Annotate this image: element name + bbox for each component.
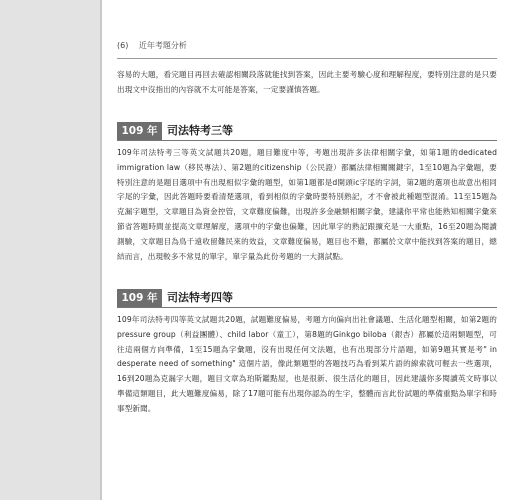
section-heading-sancheng bbox=[117, 122, 497, 140]
section-rule bbox=[117, 307, 497, 308]
year-tag: 109 年 bbox=[117, 289, 162, 307]
header-rule bbox=[117, 58, 497, 59]
year-tag: 109 年 bbox=[117, 122, 162, 140]
section-title: 司法特考四等 bbox=[167, 291, 233, 304]
running-header bbox=[117, 40, 497, 52]
section-title: 司法特考三等 bbox=[167, 124, 233, 137]
section-heading-sideng bbox=[117, 289, 497, 307]
section-body-sancheng: 109年司法特考三等英文試題共20題，題目難度中等，考題出現許多法律相關字彙，如第1題的dedicated immigration law（移民專法）、第2題的citizenship（公民證）都屬法律相關關鍵字，1至10題為字彙題，要特別注意的是題目選項中有出現相似字彙的題型，如第1題都是d開頭ic字尾的字詞，第2題的選項也故意出相同字尾的字彙，因此答題時要看清楚選項，看到相似的字彙時要特別熟記，才不會被此種題型混淆。11至15題為克漏字題型，文章題目為資金控管，文章難度偏難，出現許多金融類相關字彙，建議你平常也能熟知相關字彙來節省答題時間並提高文章理解度，選項中的字彙也偏難，因此單字的熟記跟擴充是一大重點，16至20題為閱讀測驗，文章題目為鳥千遠收留難民來的效益，文章難度偏易，題目也不難，都屬於文章中能找到答案的題目，總結而言，出現較多不常見的單字，單字量為此份考題的一大測試點。 bbox=[117, 148, 497, 261]
left-margin-strip bbox=[0, 0, 100, 500]
section-body-sideng: 109年司法特考四等英文試題共20題，試題難度偏易，考題方向偏向出社會議題、生活化題型相關，如第2題的pressure group（利益團體）、child labor（童工），第8題的Ginkgo biloba（銀杏）都屬於這兩類題型，可往這兩個方向準備，1至15題為字彙題，沒有出現任何文法題，也有出現部分片語題，如第9題其實是考" in desperate need of something" 這個片語，像此類題型的答題技巧為看到某片語的線索就可輕去一些選項，16到20題為克漏字大題，題目文章為珀斯鑑點屋，也是很新、很生活化的題目，因此建議你多閱讀英文時事以準備這類題目，此大題難度偏易，除了17題可能有出現你認為的生字，整體而言此份試題的準備重點為單字和時事型新聞。 bbox=[117, 315, 497, 413]
page-number: (6) bbox=[117, 41, 129, 50]
running-title: 近年考題分析 bbox=[138, 41, 187, 50]
intro-paragraph: 容易的大題，看完題目再回去確認相關段落就能找到答案，因此主要考驗心度和理解程度，要特別注意的是只要出現文中沒指出的內容就不太可能是答案，一定要謹慎答題。 bbox=[117, 70, 497, 94]
document-page bbox=[102, 0, 520, 500]
section-rule bbox=[117, 140, 497, 141]
